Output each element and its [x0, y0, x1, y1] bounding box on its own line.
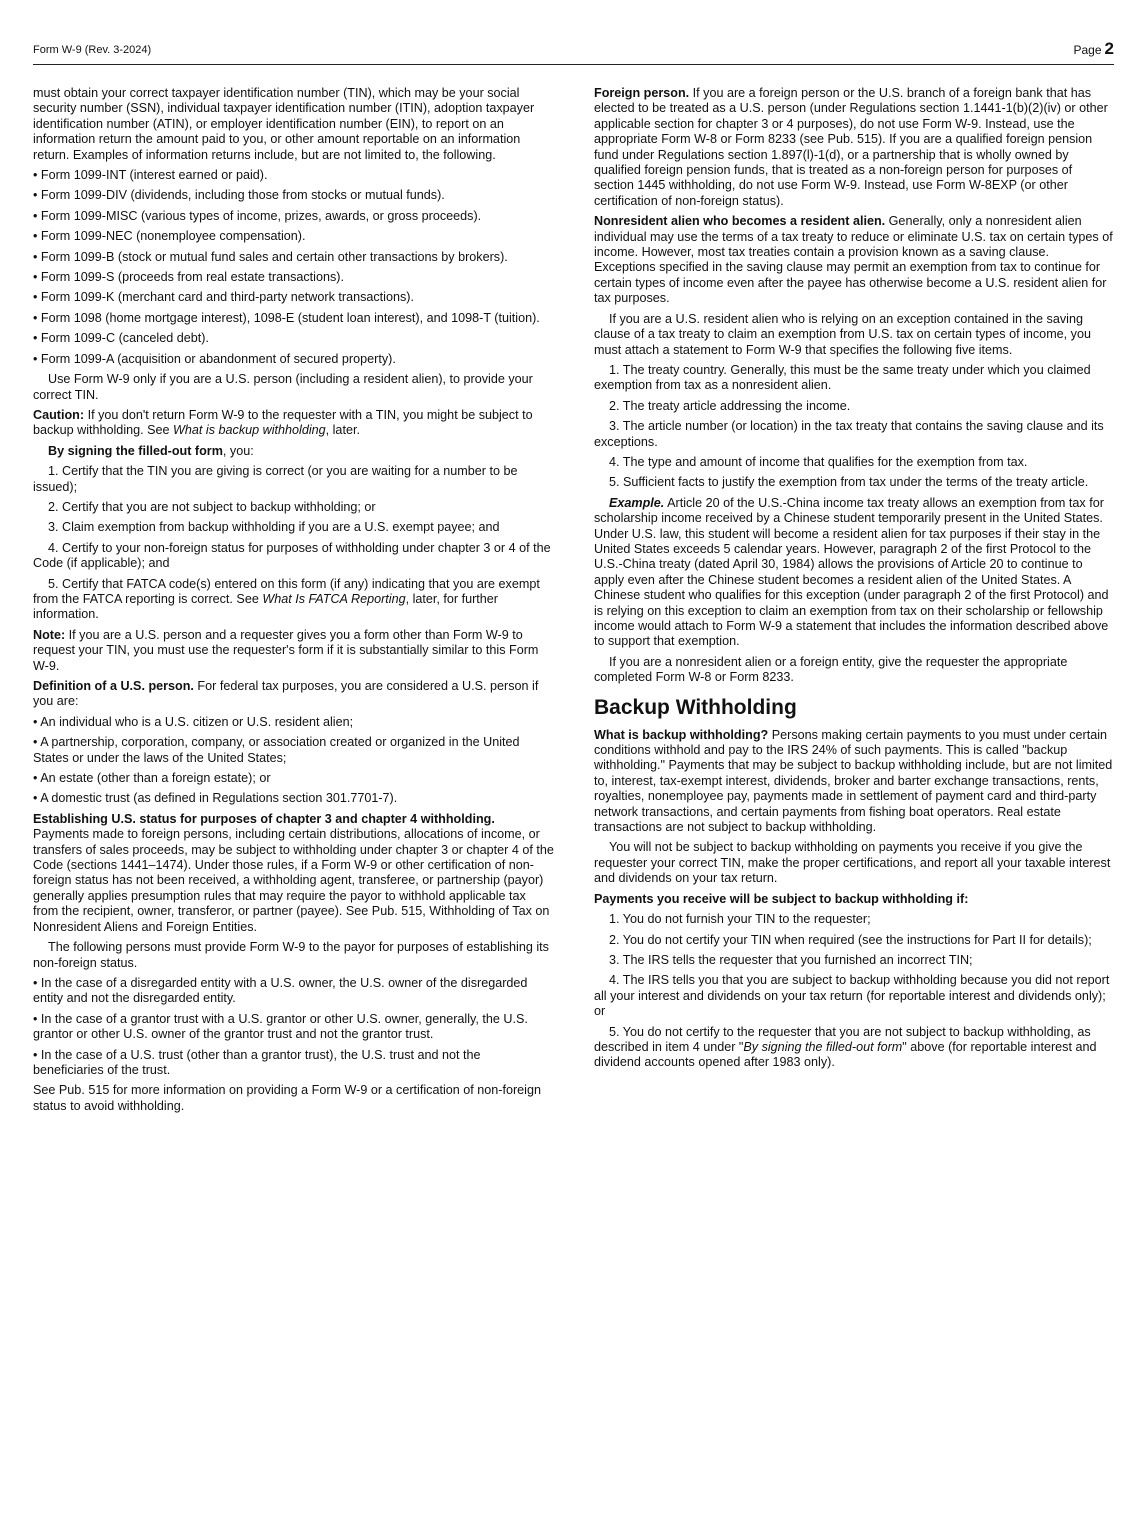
form-list-item: • Form 1099-INT (interest earned or paid). [33, 168, 268, 183]
signing-item: 4. Certify to your non-foreign status for purposes of withholding under chapter 3 or 4 of the Code (if applicable); and [33, 540, 551, 571]
tin-intro-paragraph: must obtain your correct taxpayer identification number (TIN), which may be your social security number (SSN), individual taxpayer identification number (ITIN), adoption taxpayer identification number (ATIN), or employer identification number (EIN), to report on an information return the amount paid to you, or other amount reportable on an information return. Examples of information returns include, but are not limited to, the following. [33, 86, 535, 162]
establishing-paragraph [33, 812, 554, 935]
definition-label: Definition of a U.S. person. [33, 679, 194, 693]
example-text: Article 20 of the U.S.-China income tax treaty allows an exemption from tax for scholarship income received by a Chinese student temporarily present in the United States. Under U.S. law, this student will become a resident alien for tax purposes if their stay in the United States exceeds 5 calendar years. However, paragraph 2 of the first Protocol to the U.S.-China treaty (dated April 30, 1984) allows the provisions of Article 20 to continue to apply even after the Chinese student becomes a resident alien of the United States. A Chinese student who qualifies for this exception (under paragraph 2 of the first Protocol) and is relying on this exception to claim an exemption from tax on their scholarship or fellowship income would attach to Form W-9 a statement that includes the information described above to support that exemption. [594, 495, 1109, 649]
page-header [33, 30, 1114, 65]
section-heading: Backup Withholding [594, 695, 797, 719]
us-person-item: • An individual who is a U.S. citizen or U.S. resident alien; [33, 714, 354, 729]
caution-ref: What is backup withholding [173, 423, 326, 438]
signing-item [33, 577, 554, 623]
form-list-item: • Form 1099-C (canceled debt). [33, 331, 209, 346]
payments-heading [594, 892, 1114, 907]
form-list-item: • Form 1098 (home mortgage interest), 1098-E (student loan interest), and 1098-T (tuition). [33, 310, 540, 325]
pay5-end: " above (for reportable interest and dividend accounts opened after 1983 only). [594, 1039, 1097, 1070]
treaty-item: 5. Sufficient facts to justify the exemption from tax under the terms of the treaty article. [609, 475, 1089, 490]
foreign-person-text: If you are a foreign person or the U.S. branch of a foreign bank that has elected to be treated as a U.S. person (under Regulations section 1.1441-1(b)(2)(iv) or other applicable section for chapter 3 or 4 purposes), do not use Form W-9. Instead, use the appropriate Form W-8 or Form 8233 (see Pub. 515). If you are a qualified foreign pension fund under Regulations section 1.897(l)-1(d), or a partnership that is wholly owned by qualified foreign pension funds, that is treated as a non-foreign person for purposes of section 1445 withholding, do not use Form W-9. Instead, use Form W-8EXP (or other certification of non-foreign status). [594, 86, 1108, 208]
note-label: Note: [33, 627, 66, 642]
example-label: Example. [609, 495, 665, 510]
what-is-backup-text: Persons making certain payments to you must under certain conditions withhold and pay to the IRS 24% of such payments. This is called "backup withholding." Payments that may be subject to backup withholding include, but are not limited to, interest, tax-exempt interest, dividends, broker and barter exchange transactions, rents, royalties, nonemployee pay, payments made in settlement of payment card and third-party network transactions, and certain payments from fishing boat operators. Real estate transactions are not subject to backup withholding. [594, 727, 1113, 835]
signing-label: By signing the filled-out form [48, 443, 223, 458]
foreign-person-label: Foreign person. [594, 86, 690, 100]
nonresident-paragraph [594, 214, 1114, 306]
caution-text: If you don't return Form W-9 to the requester with a TIN, you might be subject to backup withholding. See [33, 407, 533, 438]
payment-condition-item [594, 1025, 1114, 1071]
form-list-item: • Form 1099-DIV (dividends, including those from stocks or mutual funds). [33, 188, 445, 203]
payment-condition-item: 4. The IRS tells you that you are subject to backup withholding because you did not report all your interest and dividends on your tax return (for reportable interest and dividends only); or [594, 973, 1110, 1019]
page-word: Page [1073, 43, 1102, 57]
note-paragraph [33, 628, 554, 674]
form-list-item: • Form 1099-K (merchant card and third-party network transactions). [33, 290, 414, 305]
caution-label: Caution: [33, 407, 85, 422]
us-person-item: • An estate (other than a foreign estate); or [33, 771, 271, 786]
payment-condition-item: 2. You do not certify your TIN when required (see the instructions for Part II for details); [609, 932, 1092, 947]
page-number-label [1074, 39, 1115, 59]
case-item: • In the case of a disregarded entity with a U.S. owner, the U.S. owner of the disregarded entity and not the disregarded entity. [33, 975, 528, 1006]
signing-item: 2. Certify that you are not subject to backup withholding; or [48, 499, 376, 514]
definition-paragraph [33, 679, 554, 710]
nonresident-text: Generally, only a nonresident alien individual may use the terms of a tax treaty to reduce or eliminate U.S. tax on certain types of income. However, most tax treaties contain a provision known as a saving clause. Exceptions specified in the saving clause may permit an exemption from tax to continue for certain types of income even after the payee has otherwise become a U.S. resident alien for tax purposes. [594, 214, 1113, 306]
relying-paragraph: If you are a U.S. resident alien who is relying on an exception contained in the saving clause of a tax treaty to claim an exemption from U.S. tax on certain types of income, you must attach a statement to Form W-9 that specifies the following five items. [594, 311, 1091, 357]
form-list-item: • Form 1099-MISC (various types of income, prizes, awards, or gross proceeds). [33, 208, 482, 223]
pay5-text: 5. You do not certify to the requester that you are not subject to backup withholding, as described in item 4 under " [594, 1024, 1091, 1054]
treaty-item: 4. The type and amount of income that qualifies for the exemption from tax. [609, 454, 1028, 469]
signing-item: 3. Claim exemption from backup withholding if you are a U.S. exempt payee; and [48, 520, 500, 535]
caution-end: , later. [325, 423, 360, 438]
not-subject-paragraph: You will not be subject to backup withholding on payments you receive if you give the requester your correct TIN, make the proper certifications, and report all your taxable interest and dividends on your tax return. [594, 840, 1111, 886]
right-column [594, 86, 1114, 1076]
payment-condition-item: 1. You do not furnish your TIN to the requester; [609, 912, 871, 927]
nonresident-label: Nonresident alien who becomes a resident alien. [594, 214, 886, 229]
establishing-text: Payments made to foreign persons, including certain distributions, allocations of income, or transfers of sales proceeds, may be subject to withholding under chapter 3 or chapter 4 of the Code (sections 1441–1474). Under those rules, if a Form W-9 or other certification of non-foreign status has not been received, a withholding agent, transferee, or partnership (payor) generally applies presumption rules that may require the payor to withhold applicable tax from the recipient, owner, transferor, or partner (payee). See Pub. 515, Withholding of Tax on Nonresident Aliens and Foreign Entities. [33, 827, 554, 934]
page-number: 2 [1104, 39, 1114, 58]
pay5-ref: By signing the filled-out form [743, 1039, 903, 1054]
example-paragraph [594, 496, 1114, 650]
payment-condition-item: 3. The IRS tells the requester that you furnished an incorrect TIN; [609, 952, 973, 967]
form-list-item: • Form 1099-NEC (nonemployee compensation). [33, 229, 306, 244]
signing-rest: , you: [222, 443, 254, 458]
us-person-item: • A domestic trust (as defined in Regulations section 301.7701-7). [33, 791, 398, 806]
what-is-backup-paragraph [594, 728, 1114, 836]
case-item: • In the case of a grantor trust with a U.S. grantor or other U.S. owner, generally, the U.S. grantor or other U.S. owner of the grantor trust and not the grantor trust. [33, 1011, 528, 1042]
nonresident-entity-paragraph: If you are a nonresident alien or a foreign entity, give the requester the appropriate completed Form W-8 or Form 8233. [594, 654, 1068, 685]
form-list-item: • Form 1099-B (stock or mutual fund sales and certain other transactions by brokers). [33, 249, 508, 264]
us-person-item: • A partnership, corporation, company, or association created or organized in the United States or under the laws of the United States; [33, 735, 520, 765]
treaty-item: 1. The treaty country. Generally, this must be the same treaty under which you claimed exemption from tax as a nonresident alien. [594, 362, 1091, 393]
treaty-item: 2. The treaty article addressing the income. [609, 398, 851, 413]
item5-ref: What Is FATCA Reporting [262, 591, 406, 606]
case-item: • In the case of a U.S. trust (other than a grantor trust), the U.S. trust and not the beneficiaries of the trust. [33, 1047, 481, 1077]
signing-item: 1. Certify that the TIN you are giving is correct (or you are waiting for a number to be issued); [33, 464, 518, 494]
what-is-backup-label: What is backup withholding? [594, 727, 769, 742]
definition-text: For federal tax purposes, you are considered a U.S. person if you are: [33, 679, 539, 709]
following-paragraph: The following persons must provide Form W-9 to the payor for purposes of establishing its non-foreign status. [33, 940, 549, 970]
form-revision-label: Form W-9 (Rev. 3-2024) [33, 44, 152, 56]
left-column [33, 86, 554, 1119]
foreign-person-paragraph [594, 86, 1114, 209]
signing-intro [33, 444, 554, 459]
establishing-label: Establishing U.S. status for purposes of chapter 3 and chapter 4 withholding. [33, 811, 495, 826]
use-only-paragraph: Use Form W-9 only if you are a U.S. person (including a resident alien), to provide your correct TIN. [33, 372, 533, 402]
form-list-item: • Form 1099-S (proceeds from real estate transactions). [33, 270, 344, 285]
caution-paragraph [33, 408, 554, 439]
item5-end: , later, for further information. [33, 591, 498, 622]
form-list-item: • Form 1099-A (acquisition or abandonment of secured property). [33, 351, 396, 366]
see-pub-paragraph: See Pub. 515 for more information on providing a Form W-9 or a certification of non-foreign status to avoid withholding. [33, 1083, 541, 1113]
note-text: If you are a U.S. person and a requester gives you a form other than Form W-9 to request your TIN, you must use the requester's form if it is substantially similar to this Form W-9. [33, 627, 539, 673]
treaty-item: 3. The article number (or location) in the tax treaty that contains the saving clause and its exceptions. [594, 419, 1104, 449]
payments-label: Payments you receive will be subject to backup withholding if: [594, 891, 969, 906]
item5-text: 5. Certify that FATCA code(s) entered on this form (if any) indicating that you are exempt from the FATCA reporting is correct. See [33, 576, 540, 606]
